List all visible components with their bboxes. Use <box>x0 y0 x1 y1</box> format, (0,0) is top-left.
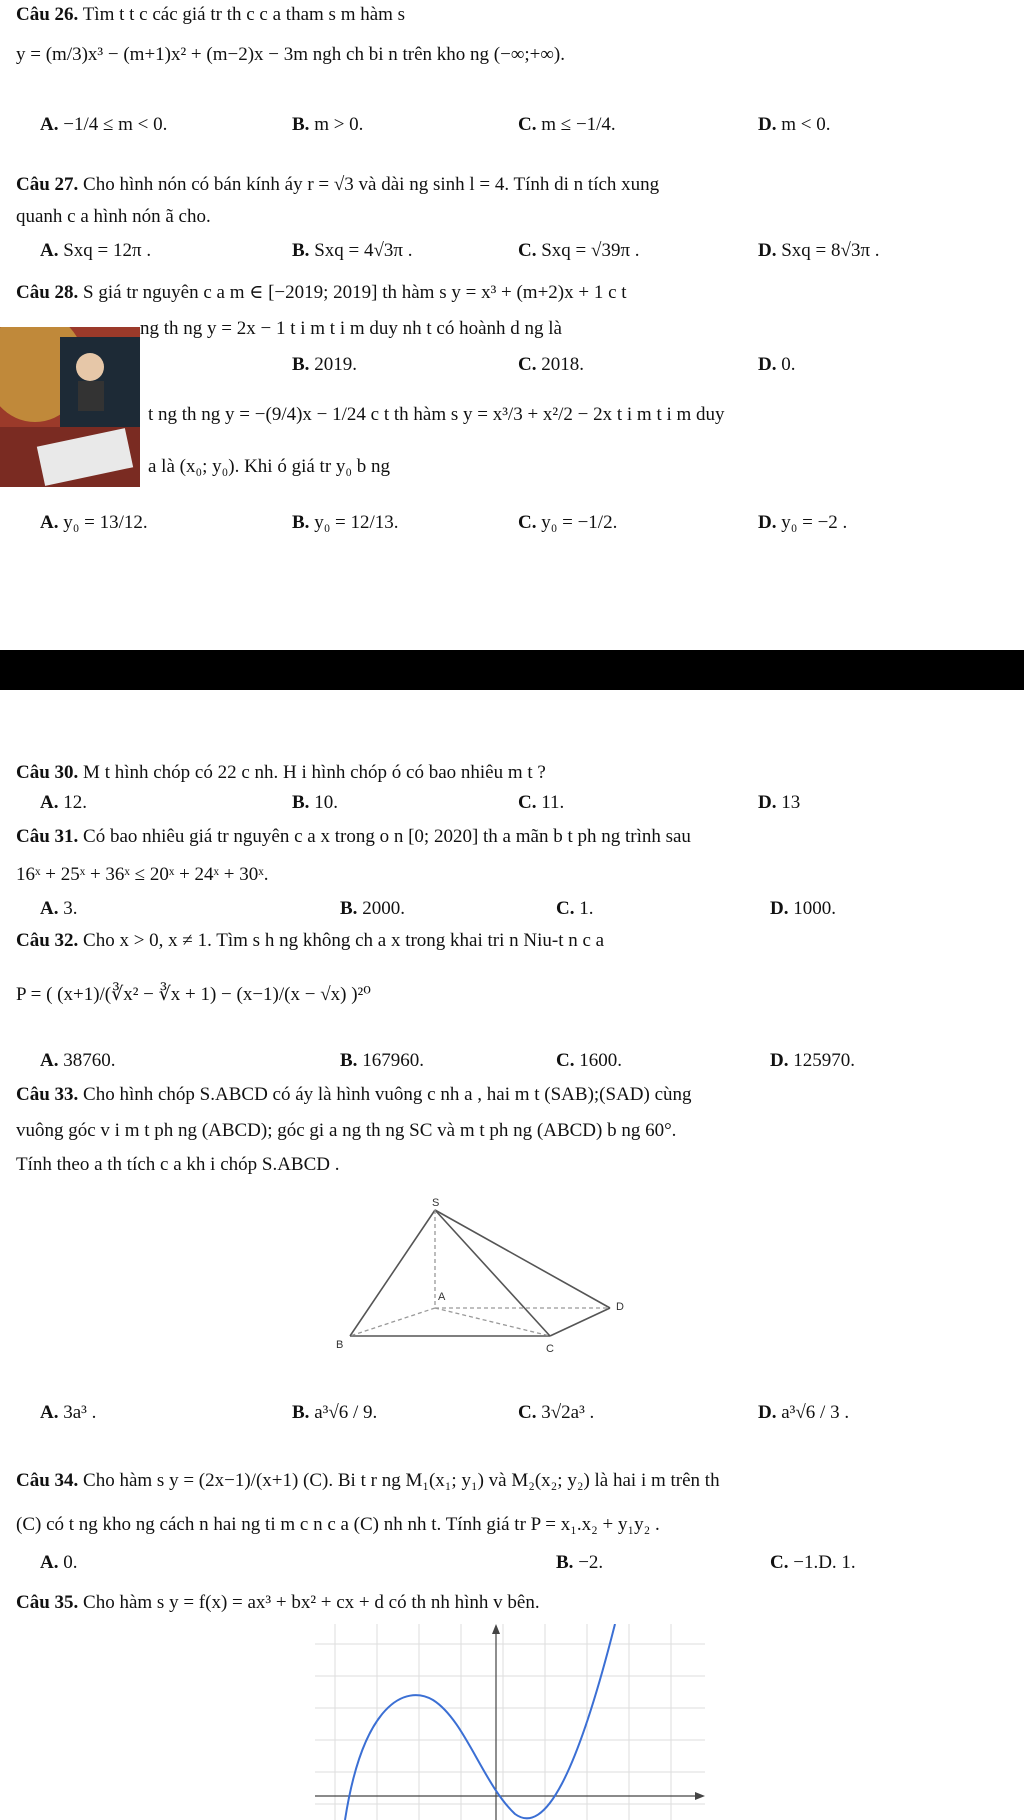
answer-option: B. m > 0. <box>292 114 364 135</box>
answer-option: A. 3. <box>40 898 78 919</box>
answer-option: B. 2000. <box>340 898 405 919</box>
answer-option: A. 3a³ . <box>40 1402 97 1423</box>
redaction-bar <box>0 650 1024 690</box>
answer-option: B. 10. <box>292 792 338 813</box>
text-line: y = (m/3)x³ − (m+1)x² + (m−2)x − 3m ngh ch bi n trên kho ng (−∞;+∞). <box>16 44 565 65</box>
answer-option: C. −1.D. 1. <box>770 1552 856 1573</box>
text-line: P = ( (x+1)/(∛x² − ∛x + 1) − (x−1)/(x − √x) )²⁰ <box>16 984 371 1005</box>
answer-option: B. y₀ = 12/13. <box>292 512 399 533</box>
answer-option: D. 125970. <box>770 1050 855 1071</box>
vertex-d: D <box>616 1301 624 1313</box>
question-line: Câu 32. Cho x > 0, x ≠ 1. Tìm s h ng không ch a x trong khai tri n Niu-t n c a <box>16 930 605 951</box>
answer-option: D. Sxq = 8√3π . <box>758 240 880 261</box>
answer-option: C. y₀ = −1/2. <box>518 512 618 533</box>
text-line: (C) có t ng kho ng cách n hai ng ti m c n c a (C) nh nh t. Tính giá tr P = x₁.x₂ + y₁y₂ . <box>16 1514 660 1535</box>
answer-option: D. m < 0. <box>758 114 831 135</box>
answer-option: D. 0. <box>758 354 796 375</box>
text-line: ng th ng y = 2x − 1 t i m t i m duy nh t có hoành d ng là <box>140 318 562 339</box>
answer-option: A. 38760. <box>40 1050 116 1071</box>
answer-option: C. m ≤ −1/4. <box>518 114 616 135</box>
answer-option: A. Sxq = 12π . <box>40 240 152 261</box>
answer-option: C. Sxq = √39π . <box>518 240 640 261</box>
answer-option: B. 2019. <box>292 354 357 375</box>
answer-option: A. 12. <box>40 792 87 813</box>
answer-option: D. y₀ = −2 . <box>758 512 848 533</box>
question-line: Câu 28. S giá tr nguyên c a m ∈ [−2019; 2019] th hàm s y = x³ + (m+2)x + 1 c t <box>16 282 627 303</box>
answer-option: B. 167960. <box>340 1050 424 1071</box>
question-line: Câu 34. Cho hàm s y = (2x−1)/(x+1) (C). Bi t r ng M₁(x₁; y₁) và M₂(x₂; y₂) là hai i m trên th <box>16 1470 720 1491</box>
question-line: Câu 30. M t hình chóp có 22 c nh. H i hình chóp ó có bao nhiêu m t ? <box>16 762 546 783</box>
vertex-c: C <box>546 1343 554 1355</box>
text-line: quanh c a hình nón ã cho. <box>16 206 211 227</box>
vertex-b: B <box>336 1339 344 1351</box>
pyramid-figure <box>330 1196 650 1360</box>
answer-option: C. 1600. <box>556 1050 622 1071</box>
text-line: a là (x₀; y₀). Khi ó giá tr y₀ b ng <box>148 456 391 477</box>
question-line: Câu 35. Cho hàm s y = f(x) = ax³ + bx² + cx + d có th nh hình v bên. <box>16 1592 540 1613</box>
answer-option: B. −2. <box>556 1552 604 1573</box>
question-line: Câu 27. Cho hình nón có bán kính áy r = √3 và dài ng sinh l = 4. Tính di n tích xung <box>16 174 660 195</box>
answer-option: A. 0. <box>40 1552 78 1573</box>
answer-option: B. a³√6 / 9. <box>292 1402 378 1423</box>
text-line: t ng th ng y = −(9/4)x − 1/24 c t th hàm s y = x³/3 + x²/2 − 2x t i m t i m duy <box>148 404 725 425</box>
answer-option: B. Sxq = 4√3π . <box>292 240 413 261</box>
question-line: Câu 26. Tìm t t c các giá tr th c c a tham s m hàm s <box>16 4 406 25</box>
cubic-graph <box>315 1624 705 1820</box>
answer-option: C. 11. <box>518 792 565 813</box>
question-line: Câu 31. Có bao nhiêu giá tr nguyên c a x trong o n [0; 2020] th a mãn b t ph ng trình sau <box>16 826 691 847</box>
answer-option: C. 3√2a³ . <box>518 1402 595 1423</box>
text-line: vuông góc v i m t ph ng (ABCD); góc gi a ng th ng SC và m t ph ng (ABCD) b ng 60°. <box>16 1120 677 1141</box>
answer-option: C. 1. <box>556 898 594 919</box>
answer-option: C. 2018. <box>518 354 584 375</box>
answer-option: D. 1000. <box>770 898 836 919</box>
answer-option: D. a³√6 / 3 . <box>758 1402 850 1423</box>
video-thumbnail[interactable] <box>0 327 140 487</box>
question-line: Câu 33. Cho hình chóp S.ABCD có áy là hình vuông c nh a , hai m t (SAB);(SAD) cùng <box>16 1084 692 1105</box>
vertex-s: S <box>432 1197 440 1209</box>
answer-option: A. −1/4 ≤ m < 0. <box>40 114 168 135</box>
text-line: Tính theo a th tích c a kh i chóp S.ABCD . <box>16 1154 340 1175</box>
text-line: 16ˣ + 25ˣ + 36ˣ ≤ 20ˣ + 24ˣ + 30ˣ. <box>16 864 269 885</box>
answer-option: D. 13 <box>758 792 801 813</box>
answer-option: A. y₀ = 13/12. <box>40 512 148 533</box>
vertex-a: A <box>438 1291 446 1303</box>
